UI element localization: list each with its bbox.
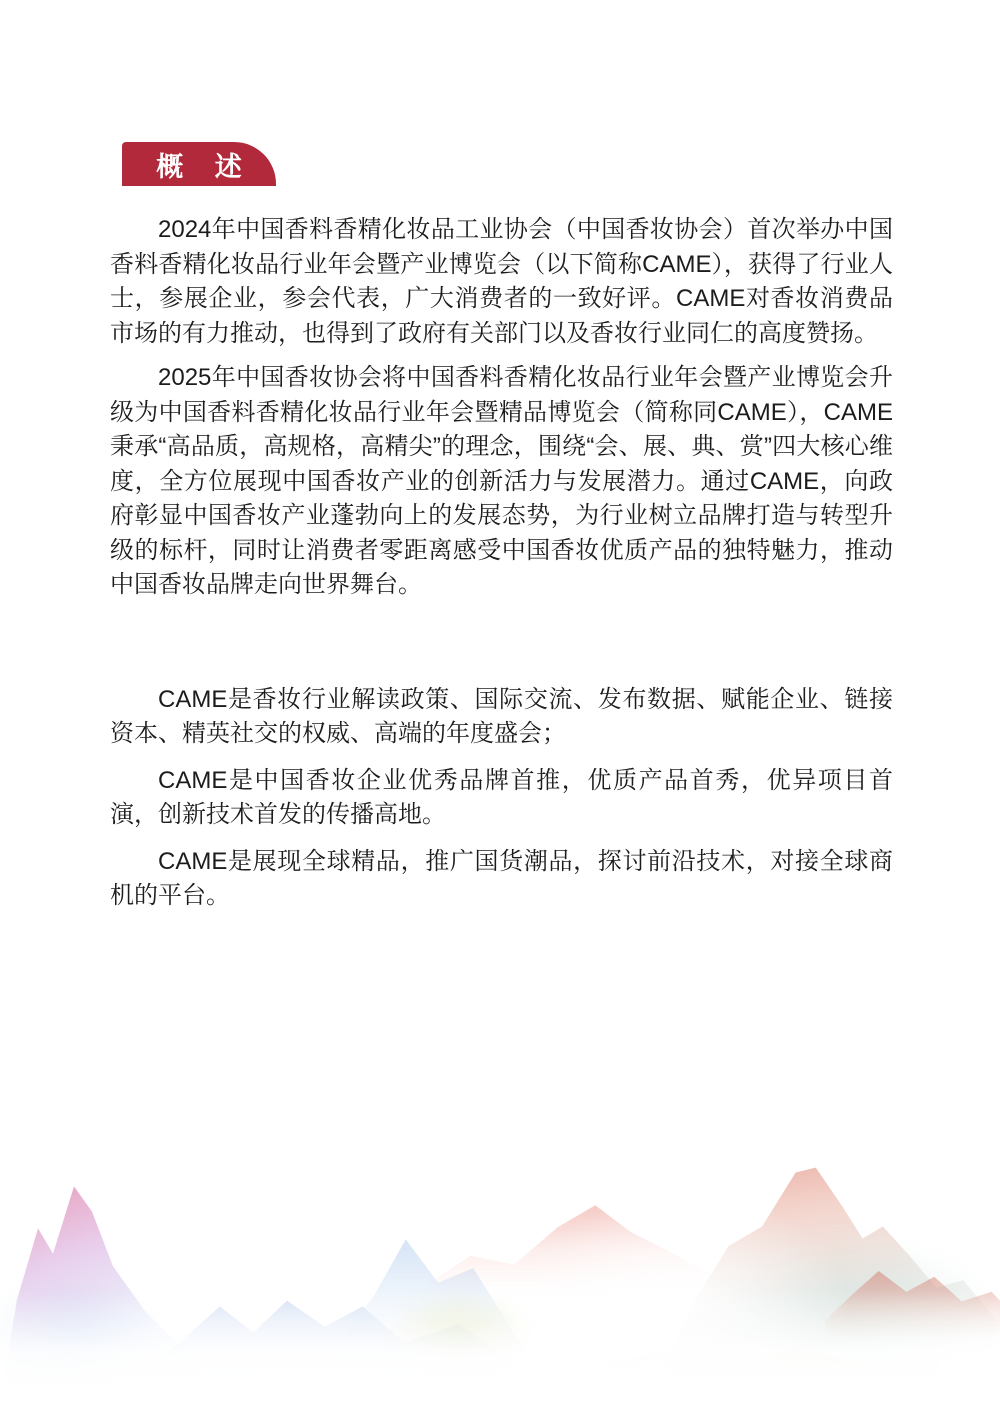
- footer-illustration: [0, 1140, 1000, 1403]
- paragraph-came-media: CAME是中国香妆企业优秀品牌首推，优质产品首秀，优异项目首演，创新技术首发的传播高地。: [110, 766, 893, 828]
- paragraph-came-platform: CAME是展现全球精品，推广国货潮品，探讨前沿技术，对接全球商机的平台。: [110, 847, 893, 909]
- section-tab-label: 概 述: [156, 151, 254, 182]
- body-text: [110, 213, 893, 914]
- bottom-fog: [0, 1290, 1000, 1403]
- paragraph-2025-upgrade: 2025年中国香妆协会将中国香料香精化妆品行业年会暨产业博览会升级为中国香料香精化妆品行业年会暨精品博览会（简称同CAME），CAME秉承“高品质，高规格，高精尖”的理念，围绕“会、展、典、赏”四大核心维度，全方位展现中国香妆产业的创新活力与发展潜力。通过CAME，向政府彰显中国香妆产业蓬勃向上的发展态势，为行业树立品牌打造与转型升级的标杆，同时让消费者零距离感受中国香妆优质产品的独特魅力，推动中国香妆品牌走向世界舞台。: [110, 364, 893, 598]
- section-tab: [122, 142, 276, 186]
- paragraph-came-summit: CAME是香妆行业解读政策、国际交流、发布数据、赋能企业、链接资本、精英社交的权威、高端的年度盛会；: [110, 685, 893, 747]
- paragraph-2024-intro: 2024年中国香料香精化妆品工业协会（中国香妆协会）首次举办中国香料香精化妆品行业年会暨产业博览会（以下简称CAME），获得了行业人士，参展企业，参会代表，广大消费者的一致好评。CAME对香妆消费品市场的有力推动，也得到了政府有关部门以及香妆行业同仁的高度赞扬。: [110, 216, 893, 347]
